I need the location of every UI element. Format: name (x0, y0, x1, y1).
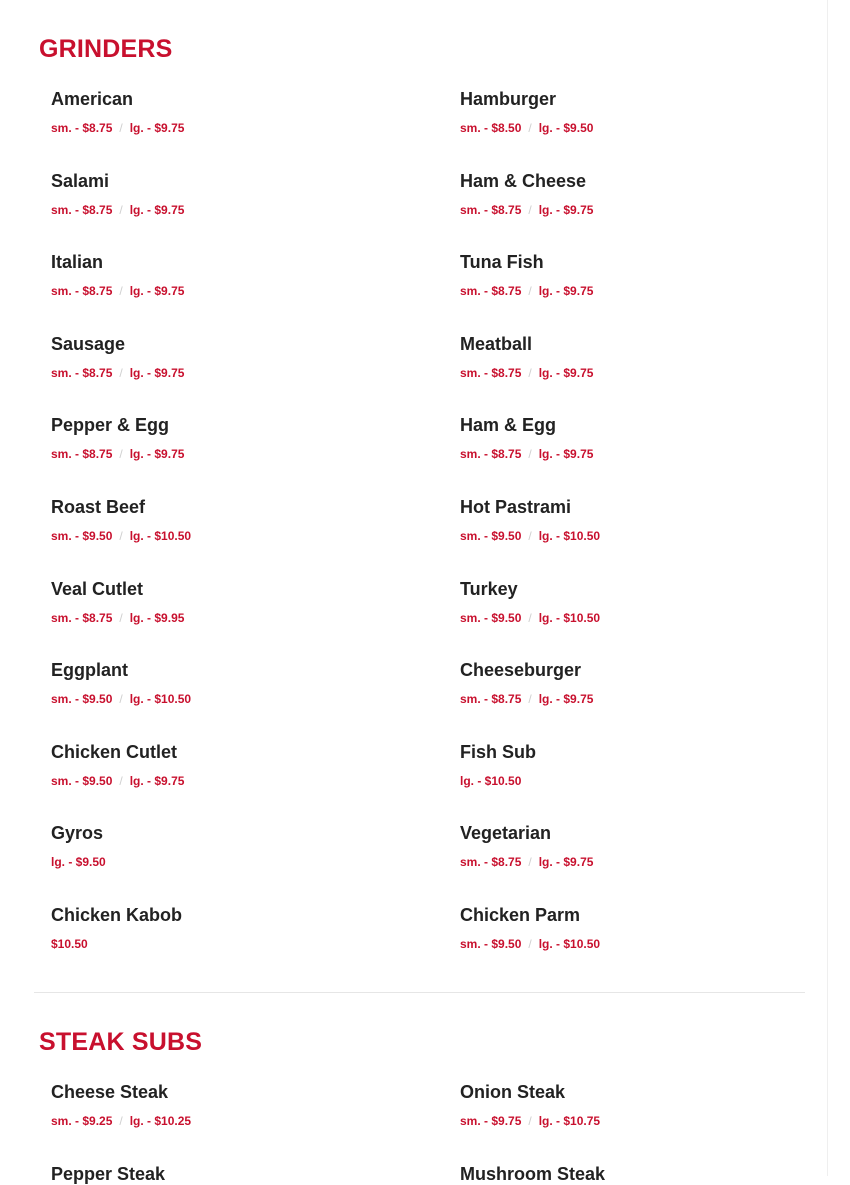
price: sm. - $8.75 (460, 284, 522, 299)
menu-item (51, 822, 431, 870)
menu-item-prices (51, 936, 431, 952)
menu-item-prices (51, 691, 431, 707)
price: lg. - $10.50 (129, 529, 192, 543)
price-separator: / (528, 1114, 532, 1128)
menu-item-name: Turkey (460, 578, 518, 599)
menu-item-name: Chicken Kabob (51, 905, 183, 925)
price: sm. - $8.75 (51, 365, 113, 380)
section-title: STEAK SUBS (39, 1028, 203, 1056)
menu-item-name: Hot Pastrami (460, 497, 572, 517)
menu-item (460, 822, 840, 870)
menu-item-name: Hamburger (460, 89, 557, 109)
menu-item-name: Ham & Egg (460, 415, 557, 436)
menu-item-name: Italian (51, 252, 104, 273)
menu-item-prices (460, 1113, 840, 1129)
section-title: GRINDERS (39, 35, 173, 63)
price: sm. - $9.50 (460, 937, 522, 951)
price: sm. - $8.75 (51, 121, 113, 135)
menu-item-name: Vegetarian (460, 823, 552, 844)
price: lg. - $9.75 (538, 202, 594, 217)
menu-item-prices (51, 773, 431, 789)
menu-item (51, 741, 431, 789)
menu-item (460, 578, 840, 626)
price: lg. - $9.75 (538, 365, 594, 380)
menu-item-prices (51, 365, 431, 381)
price: lg. - $9.50 (538, 121, 594, 135)
menu-item-name: Pepper Steak (51, 1163, 166, 1184)
price-separator: / (119, 447, 123, 462)
menu-item-name: Cheeseburger (460, 660, 582, 681)
price: lg. - $9.75 (129, 365, 185, 380)
menu-item-name: Chicken Parm (460, 905, 581, 925)
price: lg. - $10.50 (538, 610, 601, 625)
menu-item-prices (51, 202, 431, 218)
price: sm. - $9.25 (51, 1114, 113, 1128)
menu-item-prices (51, 283, 431, 299)
menu-item (460, 414, 840, 462)
menu-item (460, 251, 840, 299)
menu-item (51, 1163, 431, 1185)
price: lg. - $10.50 (460, 773, 522, 788)
menu-item-prices (460, 854, 840, 870)
price: sm. - $8.75 (460, 692, 522, 707)
price-separator: / (119, 365, 123, 380)
menu-item-prices (460, 202, 840, 218)
menu-item-name: Ham & Cheese (460, 170, 587, 191)
price: sm. - $9.50 (51, 773, 113, 788)
price: sm. - $8.75 (51, 610, 113, 625)
menu-item-prices (460, 528, 840, 544)
menu-item (460, 1081, 840, 1129)
price: sm. - $8.50 (460, 121, 522, 135)
menu-item-prices (460, 446, 840, 462)
menu-item (51, 170, 431, 218)
price-separator: / (528, 202, 532, 217)
price: sm. - $9.50 (460, 529, 522, 543)
menu-item (51, 578, 431, 626)
menu-item-prices (460, 120, 840, 136)
menu-item-name: Cheese Steak (51, 1082, 169, 1102)
menu-item (460, 170, 840, 218)
price-separator: / (119, 284, 123, 299)
menu-item-name: Onion Steak (460, 1082, 566, 1102)
menu-item-name: Pepper & Egg (51, 415, 170, 436)
menu-item (51, 88, 431, 136)
price: lg. - $10.25 (129, 1114, 192, 1128)
price-separator: / (528, 855, 532, 870)
menu-item-prices (51, 446, 431, 462)
price: sm. - $8.75 (460, 202, 522, 217)
menu-item-prices (51, 1113, 431, 1129)
price: $10.50 (51, 937, 88, 951)
menu-section-steak-subs (39, 1027, 805, 1184)
price: sm. - $9.50 (51, 529, 113, 543)
menu-item-name: Chicken Cutlet (51, 741, 178, 762)
menu-item (460, 333, 840, 381)
price: lg. - $10.75 (538, 1114, 601, 1128)
price: lg. - $9.75 (538, 855, 594, 870)
menu-item-name: Fish Sub (460, 741, 536, 762)
menu-item-name: Eggplant (51, 660, 128, 681)
price: lg. - $10.50 (538, 529, 601, 543)
menu-item-prices (460, 365, 840, 381)
menu-item-name: Meatball (460, 333, 533, 354)
price-separator: / (119, 692, 123, 707)
price-separator: / (528, 937, 532, 951)
menu-item (51, 251, 431, 299)
menu-item (460, 496, 840, 544)
menu-item (460, 88, 840, 136)
menu-item (460, 1163, 840, 1185)
menu-item-prices (460, 283, 840, 299)
menu-item-prices (51, 120, 431, 136)
price: lg. - $10.50 (129, 692, 192, 707)
price: lg. - $9.50 (51, 855, 106, 870)
menu-item-name: Sausage (51, 333, 126, 354)
menu-item-prices (51, 610, 431, 626)
menu-item-name: Veal Cutlet (51, 578, 144, 599)
menu-item-prices (51, 528, 431, 544)
price-separator: / (528, 284, 532, 299)
price: sm. - $9.75 (460, 1114, 522, 1128)
menu-item (51, 904, 431, 952)
price: sm. - $8.75 (460, 447, 522, 462)
price: lg. - $9.75 (129, 202, 185, 217)
price-separator: / (119, 773, 123, 788)
menu-item (51, 1081, 431, 1129)
price: lg. - $9.75 (538, 447, 594, 462)
price-separator: / (119, 202, 123, 217)
price: lg. - $9.75 (129, 447, 185, 462)
price: lg. - $9.75 (129, 773, 185, 788)
price: sm. - $9.50 (51, 692, 113, 707)
menu-item-prices (460, 610, 840, 626)
menu-item-name: Roast Beef (51, 497, 146, 517)
menu-section-grinders (39, 34, 805, 951)
price: lg. - $9.75 (538, 692, 594, 707)
menu-item-name: American (51, 89, 134, 109)
price: sm. - $8.75 (460, 365, 522, 380)
price-separator: / (119, 610, 123, 625)
price: sm. - $8.75 (51, 202, 113, 217)
menu-item-name: Mushroom Steak (460, 1163, 606, 1184)
menu-item (51, 414, 431, 462)
price: lg. - $9.75 (129, 121, 185, 135)
price-separator: / (119, 529, 123, 543)
menu-item-name: Gyros (51, 823, 104, 844)
menu-item (51, 496, 431, 544)
menu-item-prices (460, 936, 840, 952)
price: lg. - $9.95 (129, 610, 185, 625)
menu-item-prices (51, 854, 431, 870)
price-separator: / (119, 121, 123, 135)
price-separator: / (528, 365, 532, 380)
price: lg. - $9.75 (538, 284, 594, 299)
price-separator: / (528, 610, 532, 625)
menu-item-prices (460, 773, 840, 789)
section-divider (34, 992, 805, 993)
menu-item (51, 659, 431, 707)
price: lg. - $10.50 (538, 937, 601, 951)
price-separator: / (528, 529, 532, 543)
menu-item (460, 741, 840, 789)
price-separator: / (119, 1114, 123, 1128)
price-separator: / (528, 692, 532, 707)
price: sm. - $8.75 (460, 855, 522, 870)
menu-item-name: Tuna Fish (460, 252, 544, 273)
menu-item (51, 333, 431, 381)
menu-item-prices (460, 691, 840, 707)
price-separator: / (528, 447, 532, 462)
price: sm. - $8.75 (51, 284, 113, 299)
price: sm. - $9.50 (460, 610, 522, 625)
menu-item (460, 904, 840, 952)
price-separator: / (528, 121, 532, 135)
menu-item (460, 659, 840, 707)
price: lg. - $9.75 (129, 284, 185, 299)
menu-item-name: Salami (51, 170, 110, 191)
price: sm. - $8.75 (51, 447, 113, 462)
